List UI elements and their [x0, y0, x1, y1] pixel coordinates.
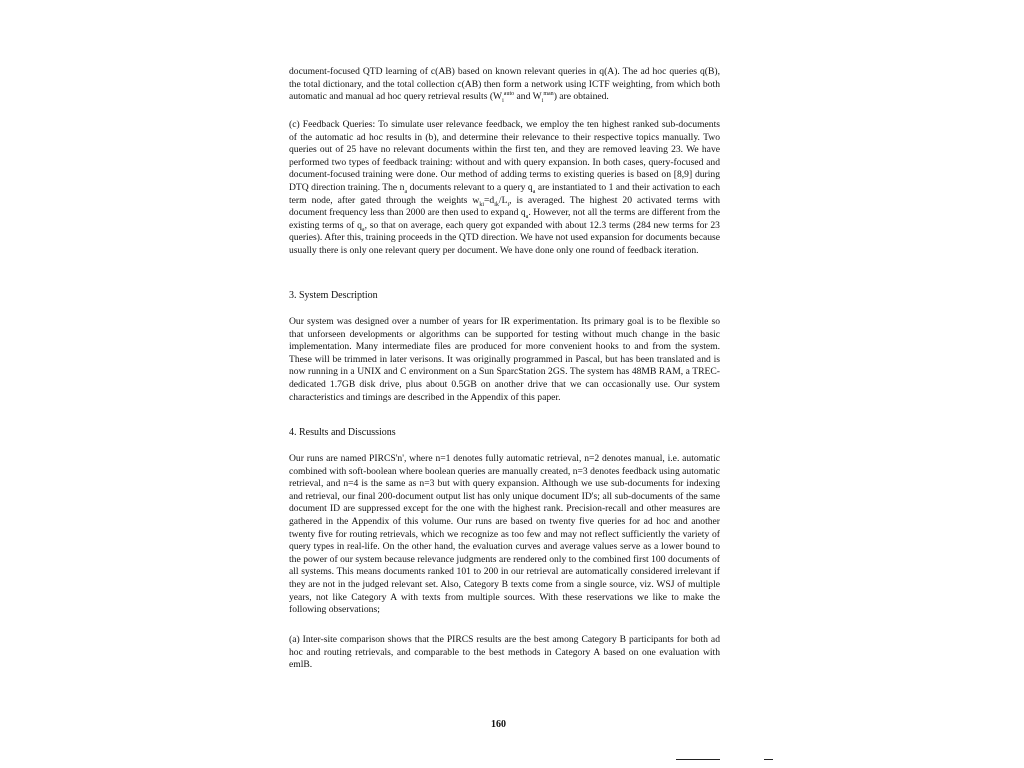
paragraph-observation-a: (a) Inter-site comparison shows that the PIRCS results are the best among Category B participants for both ad hoc and routing retrievals, and comparable to the best methods in Category A based on one evaluation with emlB.: [289, 634, 720, 671]
text-span: /L: [498, 194, 508, 206]
footer-rule: [676, 759, 720, 760]
text-span: ) are obtained.: [553, 91, 609, 103]
footer-rule-short: [764, 759, 773, 760]
section-heading-system-description: 3. System Description: [289, 290, 378, 301]
superscript: man: [543, 91, 554, 97]
text-span: document-focused QTD learning of c(AB) based on known relevant queries in q(A). The ad hoc queries q(B), the total dictionary, and the total collection c(AB) then form a network using ICTF weighting, from which both automatic and manual ad hoc query retrieval results (W: [289, 66, 720, 103]
subscript: i: [502, 98, 504, 105]
paragraph-results: Our runs are named PIRCS'n', where n=1 denotes fully automatic retrieval, n=2 denotes manual, i.e. automatic combined with soft-boolean where boolean queries are manually created, n=3 denotes feedback using automatic retrieval, and n=4 is the same as n=3 but with query expansion. Although we use sub-documents for indexing and retrieval, our final 200-document output list has only unique document ID's; all sub-documents of the same document ID are suppressed except for the one with the highest rank. Precision-recall and other measures are gathered in the Appendix of this volume. Our runs are based on twenty five queries for ad hoc and another twenty five for routing retrievals, which we recognize as too few and may not reflect sufficiently the variety of query types in real-life. On the other hand, the evaluation curves and average values serve as a lower bound to the power of our system because relevance judgments are rendered only to the combined first 100 documents of all systems. This means documents ranked 101 to 200 in our retrieval are automatically considered irrelevant if they are not in the judged relevant set. Also, Category B texts come from a single source, viz. WSJ of multiple years, not like Category A with texts from multiple sources. With these reservations we like to make the following observations;: [289, 453, 720, 616]
text-span: , is averaged. The highest 20 activated terms with document frequency less than 2000 are then used to expand q: [289, 194, 720, 219]
paragraph-qtd-learning: [289, 66, 720, 104]
subscript: i: [541, 98, 544, 105]
text-span: and W: [514, 91, 542, 103]
text-span: (c) Feedback Queries: To simulate user relevance feedback, we employ the ten highest ranked sub-documents of the automatic ad hoc results in (b), and determine their relevance to their respective topics manually. Two queries out of 25 have no relevant documents within the first ten, and they are removed leaving 23. We have performed two types of feedback training: without and with query expansion. In both cases, query-focused and document-focused training were done. Our method of adding terms to existing queries is based on [8,9] during DTQ direction training. The n: [289, 119, 720, 193]
page-number: 160: [491, 719, 506, 730]
text-span: =d: [484, 194, 495, 206]
text-span: are instantiated to 1 and their activation to each term node, after gated through the weights w: [289, 181, 721, 206]
paragraph-feedback-queries: [289, 119, 720, 258]
superscript: auto: [503, 91, 515, 97]
text-span: . However, not all the terms are different from the existing terms of q: [289, 207, 720, 231]
subscript: a: [361, 226, 365, 233]
text-span: documents relevant to a query q: [407, 181, 533, 193]
text-span: , so that on average, each query got expanded with about 12.3 terms (284 new terms for 23 queries). After this, training proceeds in the QTD direction. We have not used expansion for documents because usually there is only one relevant query per document. We have done only one round of feedback iteration.: [289, 219, 720, 256]
subscript: a: [525, 214, 529, 221]
subscript: ik: [494, 201, 499, 208]
subscript: ki: [479, 201, 485, 208]
subscript: i: [507, 201, 510, 208]
subscript: a: [404, 188, 408, 195]
section-heading-results: 4. Results and Discussions: [289, 427, 396, 438]
subscript: a: [532, 188, 536, 195]
paragraph-system-description: Our system was designed over a number of years for IR experimentation. Its primary goal is to be flexible so that unforseen developments or algorithms can be supported for testing without much change in the basic implementation. Many intermediate files are produced for more convenient hooks to and from the system. These will be trimmed in later verisons. It was originally programmed in Pascal, but has been translated and is now running in a UNIX and C environment on a Sun SparcStation 2GS. The system has 48MB RAM, a TREC-dedicated 1.7GB disk drive, plus about 0.5GB on another drive that we can occasionally use. Our system characteristics and timings are described in the Appendix of this paper.: [289, 316, 720, 403]
